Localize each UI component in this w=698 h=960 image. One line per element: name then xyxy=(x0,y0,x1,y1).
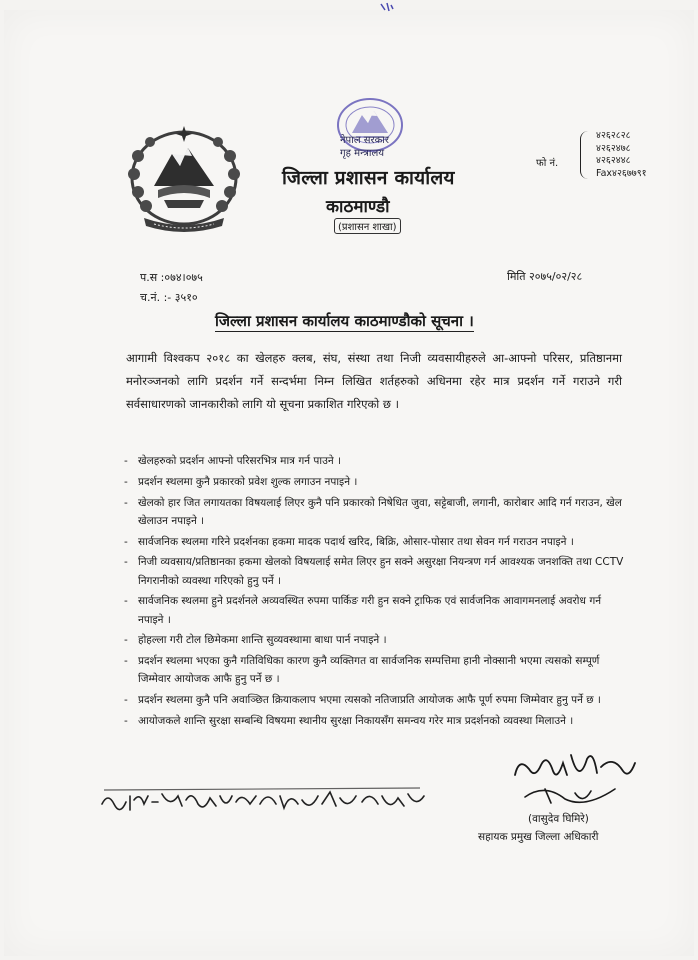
phone-brace xyxy=(580,131,591,179)
notice-body: आगामी विश्वकप २०१८ का खेलहरु क्लब, संघ, संस्था तथा निजी व्यवसायीहरुले आ-आफ्नो परिसर, प्रतिष्ठानमा मनोरञ्जनको लागि प्रदर्शन गर्ने सन्दर्भमा निम्न लिखित शर्तहरुको अधिनमा रहेर मात्र प्रदर्शन गर्ने गराउने गरी सर्वसाधारणको जानकारीको लागि यो सूचना प्रकाशित गरिएको छ । xyxy=(126,351,622,411)
list-item: - होहल्ला गरी टोल छिमेकमा शान्ति सुव्यवस्थामा बाधा पार्न नपाइने । xyxy=(124,631,624,649)
list-item: - प्रदर्शन स्थलमा कुनै पनि अवाञ्छित क्रियाकलाप भएमा त्यसको नतिजाप्रति आयोजक आफै पूर्ण रुपमा जिम्मेवार हुनु पर्ने छ । xyxy=(124,691,624,709)
phone-list xyxy=(596,130,647,180)
cn-number: च.नं. :- ३५१० xyxy=(140,291,198,304)
conditions-list xyxy=(124,452,624,733)
notice-date: मिति २०७५/०२/२८ xyxy=(507,270,583,283)
list-item: - आयोजकले शान्ति सुरक्षा सम्बन्धि विषयमा स्थानीय सुरक्षा निकायसँग समन्वय गरेर मात्र प्रदर्शनको व्यवस्था मिलाउने । xyxy=(124,712,624,730)
office-city: काठमाण्डौ xyxy=(326,197,390,217)
letterhead-government xyxy=(340,134,389,160)
list-item: - खेलहरुको प्रदर्शन आफ्नो परिसरभित्र मात्र गर्न पाउने । xyxy=(124,452,624,470)
list-item: - सार्वजनिक स्थलमा गरिने प्रदर्शनका हकमा मादक पदार्थ खरिद, बिक्रि, ओसार-पोसार तथा सेवन गर्न गराउन नपाइने । xyxy=(124,533,624,551)
signer-title: सहायक प्रमुख जिल्ला अधिकारी xyxy=(478,831,599,843)
nepal-emblem-icon xyxy=(124,126,244,236)
fax-number: Fax४२६७७९१ xyxy=(596,167,647,179)
list-item: - खेलको हार जित लगायतका विषयलाई लिएर कुनै पनि प्रकारको निषेधित जुवा, सट्टेबाजी, लगानी, कारोबार आदि गर्न गराउन, खेल खेलाउन नपाइने । xyxy=(124,494,624,530)
ink-mark-icon xyxy=(377,0,397,14)
ministry-name: गृह मन्त्रालय xyxy=(340,148,385,159)
notice-title: जिल्ला प्रशासन कार्यालय काठमाण्डौको सूचना । xyxy=(215,312,474,330)
signature-icon xyxy=(505,745,645,815)
phone-number: ४२६२४७८ xyxy=(596,142,631,154)
signer-name: (वासुदेव घिमिरे) xyxy=(528,813,589,825)
list-item: - निजी व्यवसाय/प्रतिष्ठानका हकमा खेलको विषयलाई समेत लिएर हुन सक्ने असुरक्षा नियन्त्रण गर्न आवश्यक जनशक्ति तथा CCTV निगरानीको व्यवस्था गरिएको हुनु पर्ने । xyxy=(124,553,624,589)
government-name: नेपाल सरकार xyxy=(340,135,389,146)
handwritten-note-icon xyxy=(100,782,430,822)
list-item: - प्रदर्शन स्थलमा कुनै प्रकारको प्रवेश शुल्क लगाउन नपाइने । xyxy=(124,473,624,491)
ps-number: प.स :०७४।०७५ xyxy=(140,271,203,284)
phone-label: फो नं. xyxy=(536,158,559,169)
phone-number: ४२६२८२८ xyxy=(596,130,631,141)
phone-number: ४२६२४४८ xyxy=(596,155,631,166)
office-branch: (प्रशासन शाखा) xyxy=(334,218,401,234)
list-item: - प्रदर्शन स्थलमा भएका कुनै गतिविधिका कारण कुनै व्यक्तिगत वा सार्वजनिक सम्पत्तिमा हानी नोक्सानी भएमा त्यसको सम्पूर्ण जिम्मेवार आयोजक आफै हुनु पर्ने छ । xyxy=(124,652,624,688)
list-item: - सार्वजनिक स्थलमा हुने प्रदर्शनले अव्यवस्थित रुपमा पार्किङ गरी हुन सक्ने ट्राफिक एवं सार्वजनिक आवागमनलाई अवरोध गर्न नपाइने । xyxy=(124,592,624,628)
office-title: जिल्ला प्रशासन कार्यालय xyxy=(282,167,455,189)
